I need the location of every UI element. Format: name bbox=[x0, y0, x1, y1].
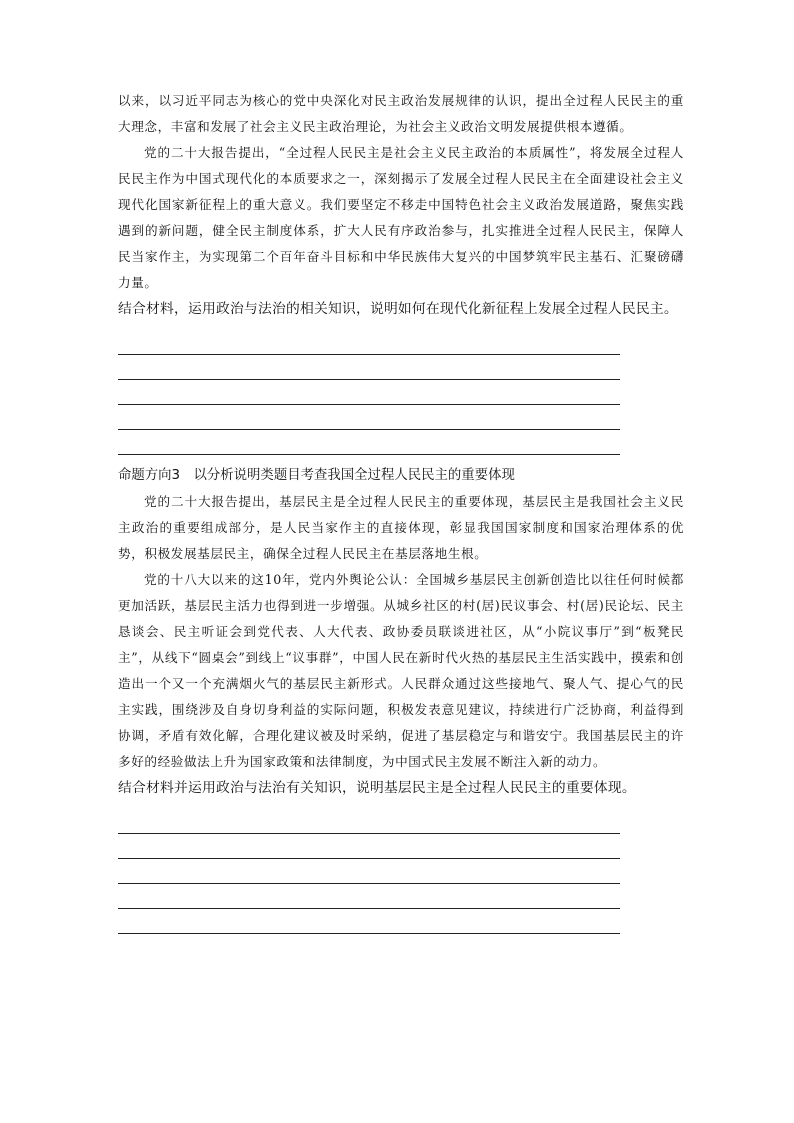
material-paragraph: 党的二十大报告提出，“全过程人民民主是社会主义民主政治的本质属性”，将发展全过程人民民主作为中国式现代化的本质要求之一，深刻揭示了发展全过程人民民主在全面建设社会主义现代化国家新征程上的重大意义。我们要坚定不移走中国特色社会主义政治发展道路，聚焦实践遇到的新问题，健全民主制度体系，扩大人民有序政治参与，扎实推进全过程人民民主，保障人民当家作主，为实现第二个百年奋斗目标和中华民族伟大复兴的中国梦筑牢民主基石、汇聚磅礴力量。 bbox=[118, 145, 684, 290]
material-paragraph: 党的二十大报告提出，基层民主是全过程人民民主的重要体现，基层民主是我国社会主义民主政治的重要组成部分，是人民当家作主的直接体现，彰显我国国家制度和国家治理体系的优势，积极发展基层民主，确保全过程人民民主在基层落地生根。 bbox=[118, 494, 684, 561]
material-paragraph-continued: 以来，以习近平同志为核心的党中央深化对民主政治发展规律的认识，提出全过程人民民主的重大理念，丰富和发展了社会主义民主政治理论，为社会主义政治文明发展提供根本遵循。 bbox=[118, 93, 684, 134]
answer-line[interactable] bbox=[118, 380, 620, 405]
answer-line[interactable] bbox=[118, 859, 620, 884]
answer-area[interactable] bbox=[118, 330, 620, 455]
section-heading: 命题方向3 以分析说明类题目考查我国全过程人民民主的重要体现 bbox=[118, 468, 515, 483]
answer-line[interactable] bbox=[118, 809, 620, 834]
answer-line[interactable] bbox=[118, 355, 620, 380]
question-text: 结合材料并运用政治与法治有关知识，说明基层民主是全过程人民民主的重要体现。 bbox=[118, 780, 636, 796]
answer-area[interactable] bbox=[118, 809, 620, 934]
answer-line[interactable] bbox=[118, 834, 620, 859]
answer-line[interactable] bbox=[118, 405, 620, 430]
material-paragraph: 党的十八大以来的这10年，党内外舆论公认：全国城乡基层民主创新创造比以往任何时候都更加活跃，基层民主活力也得到进一步增强。从城乡社区的村(居)民议事会、村(居)民论坛、民主恳谈会、民主听证会到党代表、人大代表、政协委员联谈进社区，从“小院议事厅”到“板凳民主”，从线下“圆桌会”到线上“议事群”，中国人民在新时代火热的基层民主生活实践中，摸索和创造出一个又一个充满烟火气的基层民主新形式。人民群众通过这些接地气、聚人气、提心气的民主实践，围绕涉及自身切身利益的实际问题，积极发表意见建议，持续进行广泛协商，利益得到协调，矛盾有效化解，合理化建议被及时采纳，促进了基层稳定与和谐安宁。我国基层民主的许多好的经验做法上升为国家政策和法律制度，为中国式民主发展不断注入新的动力。 bbox=[118, 572, 684, 769]
document-page bbox=[118, 88, 684, 934]
question-text: 结合材料，运用政治与法治的相关知识，说明如何在现代化新征程上发展全过程人民民主。 bbox=[118, 301, 678, 317]
answer-line[interactable] bbox=[118, 430, 620, 455]
answer-line[interactable] bbox=[118, 330, 620, 355]
answer-line[interactable] bbox=[118, 884, 620, 909]
answer-line[interactable] bbox=[118, 909, 620, 934]
